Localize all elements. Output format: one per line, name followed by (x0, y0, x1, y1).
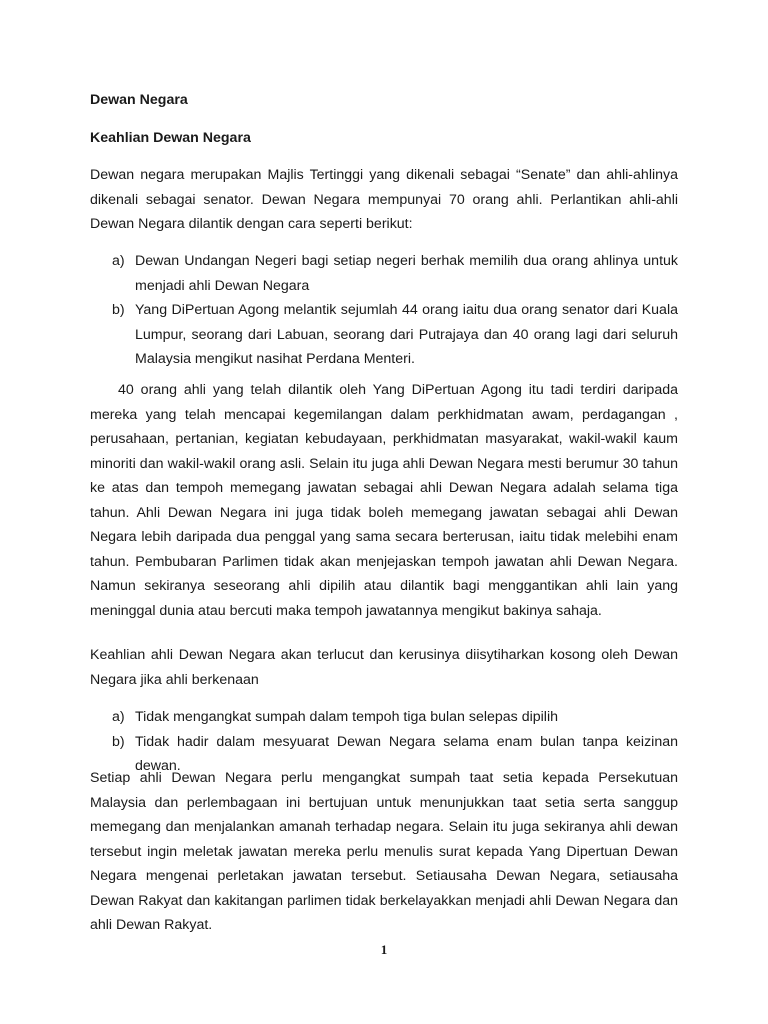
list-item (90, 249, 678, 298)
paragraph-intro: Dewan negara merupakan Majlis Tertinggi yang dikenali sebagai “Senate” dan ahli-ahlinya dikenali sebagai senator. Dewan Negara mempunyai 70 orang ahli. Perlantikan ahli-ahli Dewan Negara dilantik dengan cara seperti berikut: (90, 167, 678, 232)
list-marker: a) (112, 709, 125, 725)
document-page (90, 0, 678, 1024)
list-item-text: Tidak hadir dalam mesyuarat Dewan Negara selama enam bulan tanpa keizinan dewan. (135, 733, 678, 774)
list-item (90, 705, 678, 730)
appointment-list (90, 249, 678, 372)
section-heading: Keahlian Dewan Negara (90, 130, 251, 146)
document-title: Dewan Negara (90, 92, 188, 108)
list-marker: b) (112, 733, 125, 750)
paragraph-disqualification: Keahlian ahli Dewan Negara akan terlucut dan kerusinya diisytiharkan kosong oleh Dewan Negara jika ahli berkenaan (90, 647, 678, 688)
list-marker: a) (112, 253, 125, 269)
paragraph-qualification: 40 orang ahli yang telah dilantik oleh Yang DiPertuan Agong itu tadi terdiri daripada mereka yang telah mencapai kegemilangan dalam perkhidmatan awam, perdagangan , perusahaan, pertanian, kegiatan kebudayaan, perkhidmatan masyarakat, wakil-wakil kaum minoriti dan wakil-wakil orang asli. Selain itu juga ahli Dewan Negara mesti berumur 30 tahun ke atas dan tempoh memegang jawatan sebagai ahli Dewan Negara adalah selama tiga tahun. Ahli Dewan Negara ini juga tidak boleh memegang jawatan sebagai ahli Dewan Negara lebih daripada dua penggal yang sama secara berterusan, iaitu tidak melebihi enam tahun. Pembubaran Parlimen tidak akan menjejaskan tempoh jawatan ahli Dewan Negara. Namun sekiranya seseorang ahli dipilih atau dilantik bagi menggantikan ahli lain yang meninggal dunia atau bercuti maka tempoh jawatannya mengikut bakinya sahaja. (90, 382, 678, 619)
paragraph-oath: Setiap ahli Dewan Negara perlu mengangkat sumpah taat setia kepada Persekutuan Malaysia dan perlembagaan ini bertujuan untuk menunjukkan taat setia serta sanggup memegang dan menjalankan amanah terhadap negara. Selain itu juga sekiranya ahli dewan tersebut ingin meletak jawatan mereka perlu menulis surat kepada Yang Dipertuan Dewan Negara mengenai perletakan jawatan tersebut. Setiausaha Dewan Negara, setiausaha Dewan Rakyat dan kakitangan parlimen tidak berkelayakkan menjadi ahli Dewan Negara dan ahli Dewan Rakyat. (90, 770, 678, 933)
list-item-text: Dewan Undangan Negeri bagi setiap negeri berhak memilih dua orang ahlinya untuk menjadi ahli Dewan Negara (135, 253, 678, 294)
page-number: 1 (380, 942, 388, 957)
list-item-text: Tidak mengangkat sumpah dalam tempoh tiga bulan selepas dipilih (135, 709, 558, 725)
list-marker: b) (112, 302, 125, 318)
list-item-text: Yang DiPertuan Agong melantik sejumlah 44 orang iaitu dua orang senator dari Kuala Lumpur, seorang dari Labuan, seorang dari Putrajaya dan 40 orang lagi dari seluruh Malaysia mengikut nasihat Perdana Menteri. (135, 302, 678, 367)
list-item (90, 298, 678, 372)
